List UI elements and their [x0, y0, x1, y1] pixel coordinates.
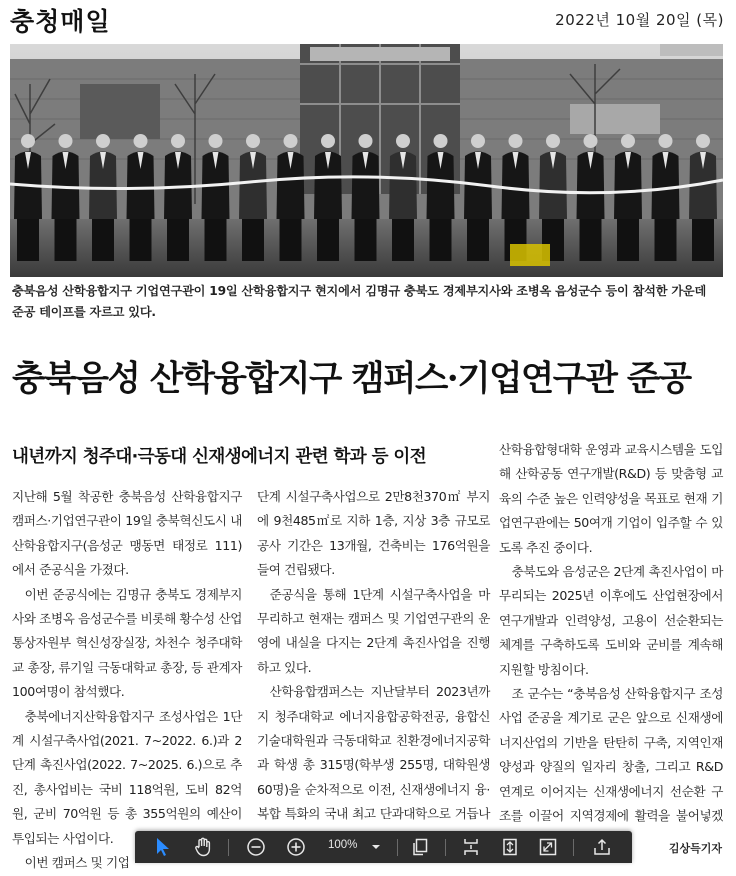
paragraph: 조 군수는 “충북음성 산학융합지구 조성사업 준공을 계기로 군은 앞으로 신재생에너지산업의 기반을 탄탄히 구축, 지역인재 양성과 양질의 일자리 창출, 그리고 R&D 연계로 이어지는 신재생에너지 선순환 구조를 이끌어 지역경제에 활력을 불어넣겠 — [499, 686, 723, 824]
person-legs — [167, 219, 189, 261]
person-legs — [355, 219, 377, 261]
person-head — [471, 134, 485, 148]
article-headline: 충북음성 산학융합지구 캠퍼스·기업연구관 준공 — [12, 359, 691, 399]
person-head — [321, 134, 335, 148]
paragraph: 충북도와 음성군은 2단계 촉진사업이 마무리되는 2025년 이후에도 산업현장에서 연구개발과 인력양성, 고용이 선순환되는 체계를 구축하도록 도비와 군비를 계속해 지원할 방침이다. — [499, 564, 723, 677]
person-head — [134, 134, 148, 148]
upload-icon — [592, 837, 612, 857]
zoom-in-button[interactable] — [283, 831, 309, 863]
paragraph: 이번 캠퍼스 및 기업 — [24, 855, 130, 871]
publication-date: 2022년 10월 20일 (목) — [555, 11, 724, 29]
person-legs — [617, 219, 639, 261]
person-legs — [430, 219, 452, 261]
paragraph: 준공식을 통해 1단계 시설구축사업을 마무리하고 현재는 캠퍼스 및 기업연구관의 운영에 내실을 다지는 2단계 촉진사업을 진행하고 있다. — [257, 586, 490, 675]
masthead — [0, 0, 736, 40]
person-head — [584, 134, 598, 148]
toolbar-divider — [397, 839, 398, 856]
article-column-3 — [499, 438, 723, 838]
cursor-arrow-icon — [155, 837, 171, 857]
person-legs — [655, 219, 677, 261]
person-head — [246, 134, 260, 148]
zoom-level[interactable]: 100% — [328, 839, 358, 851]
paragraph: 이번 준공식에는 김명규 충북도 경제부지사와 조병옥 음성군수를 비롯해 황수성 산업통상자원부 혁신성장실장, 차천수 청주대학교 총장, 류기일 극동대학교 총장, 등 관계자 100여명이 참석했다. — [12, 586, 242, 700]
person-head — [21, 134, 35, 148]
person-legs — [242, 219, 264, 261]
person-legs — [392, 219, 414, 261]
person-legs — [280, 219, 302, 261]
person-head — [434, 134, 448, 148]
person-head — [546, 134, 560, 148]
person-head — [209, 134, 223, 148]
fit-width-button[interactable] — [458, 831, 484, 863]
person-legs — [692, 219, 714, 261]
person-head — [659, 134, 673, 148]
copy-icon — [410, 837, 430, 857]
hand-tool-button[interactable] — [189, 831, 217, 863]
fit-page-button[interactable] — [497, 831, 523, 863]
person-legs — [92, 219, 114, 261]
article-subheadline: 내년까지 청주대·극동대 신재생에너지 관련 학과 등 이전 — [12, 447, 427, 467]
hand-icon — [193, 837, 213, 857]
person-head — [96, 134, 110, 148]
person-head — [509, 134, 523, 148]
person-head — [59, 134, 73, 148]
person-head — [284, 134, 298, 148]
person-head — [396, 134, 410, 148]
toolbar-divider — [228, 839, 229, 856]
expand-icon — [538, 837, 558, 857]
toolbar-divider — [573, 839, 574, 856]
paragraph: 단계 시설구축사업으로 2만8천370㎡ 부지에 9천485㎡로 지하 1층, 지상 3층 규모로 공사 기간은 13개월, 건축비는 176억원을 들여 건립됐다. — [257, 489, 490, 578]
person-legs — [580, 219, 602, 261]
copy-button[interactable] — [407, 831, 433, 863]
zoom-out-icon — [246, 837, 266, 857]
person-legs — [130, 219, 152, 261]
person-head — [621, 134, 635, 148]
paragraph: 산학융합캠퍼스는 지난달부터 2023년까지 청주대학교 에너지융합공학전공, 융합신기술대학원과 극동대학교 친환경에너지공학과 학생 총 315명(학부생 255명, 대학원생 60명)을 순차적으로 이전, 신재생에너지 융·복합 특화의 국내 최고 단과대학으로 거듭나 — [257, 684, 490, 822]
full-screen-button[interactable] — [535, 831, 561, 863]
fit-page-icon — [500, 837, 520, 857]
chevron-down-icon — [371, 843, 381, 851]
person-head — [171, 134, 185, 148]
person-legs — [467, 219, 489, 261]
person-legs — [17, 219, 39, 261]
photo-caption: 충북음성 산학융합지구 기업연구관이 19일 산학융합지구 현지에서 김명규 충북도 경제부지사와 조병옥 음성군수 등이 참석한 가운데 준공 테이프를 자르고 있다. — [12, 284, 707, 319]
fit-width-icon — [461, 837, 481, 857]
zoom-out-button[interactable] — [243, 831, 269, 863]
select-tool-button[interactable] — [149, 831, 177, 863]
article-column-1 — [12, 485, 242, 871]
person-head — [359, 134, 373, 148]
zoom-dropdown-button[interactable] — [368, 831, 384, 863]
paragraph: 충북에너지산학융합지구 조성사업은 1단계 시설구축사업(2021. 7~2022. 6.)과 2단계 촉진사업(2022. 7~2025. 6.)으로 추진, 총사업비는 국비 118억원, 도비 82억원, 군비 70억원 등 총 355억원의 예산이 투입되는 사업이다. — [12, 708, 242, 846]
paragraph: 산학융합형대학 운영과 교육시스템을 도입해 산학공동 연구개발(R&D) 등 맞춤형 교육의 수준 높은 인력양성을 목표로 현재 기업연구관에는 50여개 기업이 입주할 수 있도록 추진 중이다. — [499, 442, 723, 555]
paragraph: 지난해 5월 착공한 충북음성 산학융합지구 캠퍼스·기업연구관이 19일 충북혁신도시 내 산학융합지구(음성군 맹동면 태정로 111)에서 준공식을 가졌다. — [12, 489, 242, 578]
reporter-byline: 김상득기자 — [668, 842, 722, 855]
zoom-in-icon — [286, 837, 306, 857]
newspaper-brand: 충청매일 — [10, 7, 111, 36]
toolbar-divider — [445, 839, 446, 856]
person-legs — [55, 219, 77, 261]
share-button[interactable] — [589, 831, 615, 863]
person-legs — [205, 219, 227, 261]
article-column-2 — [257, 485, 490, 835]
person-head — [696, 134, 710, 148]
news-photo — [10, 44, 723, 277]
viewer-toolbar — [135, 831, 632, 863]
person-legs — [317, 219, 339, 261]
